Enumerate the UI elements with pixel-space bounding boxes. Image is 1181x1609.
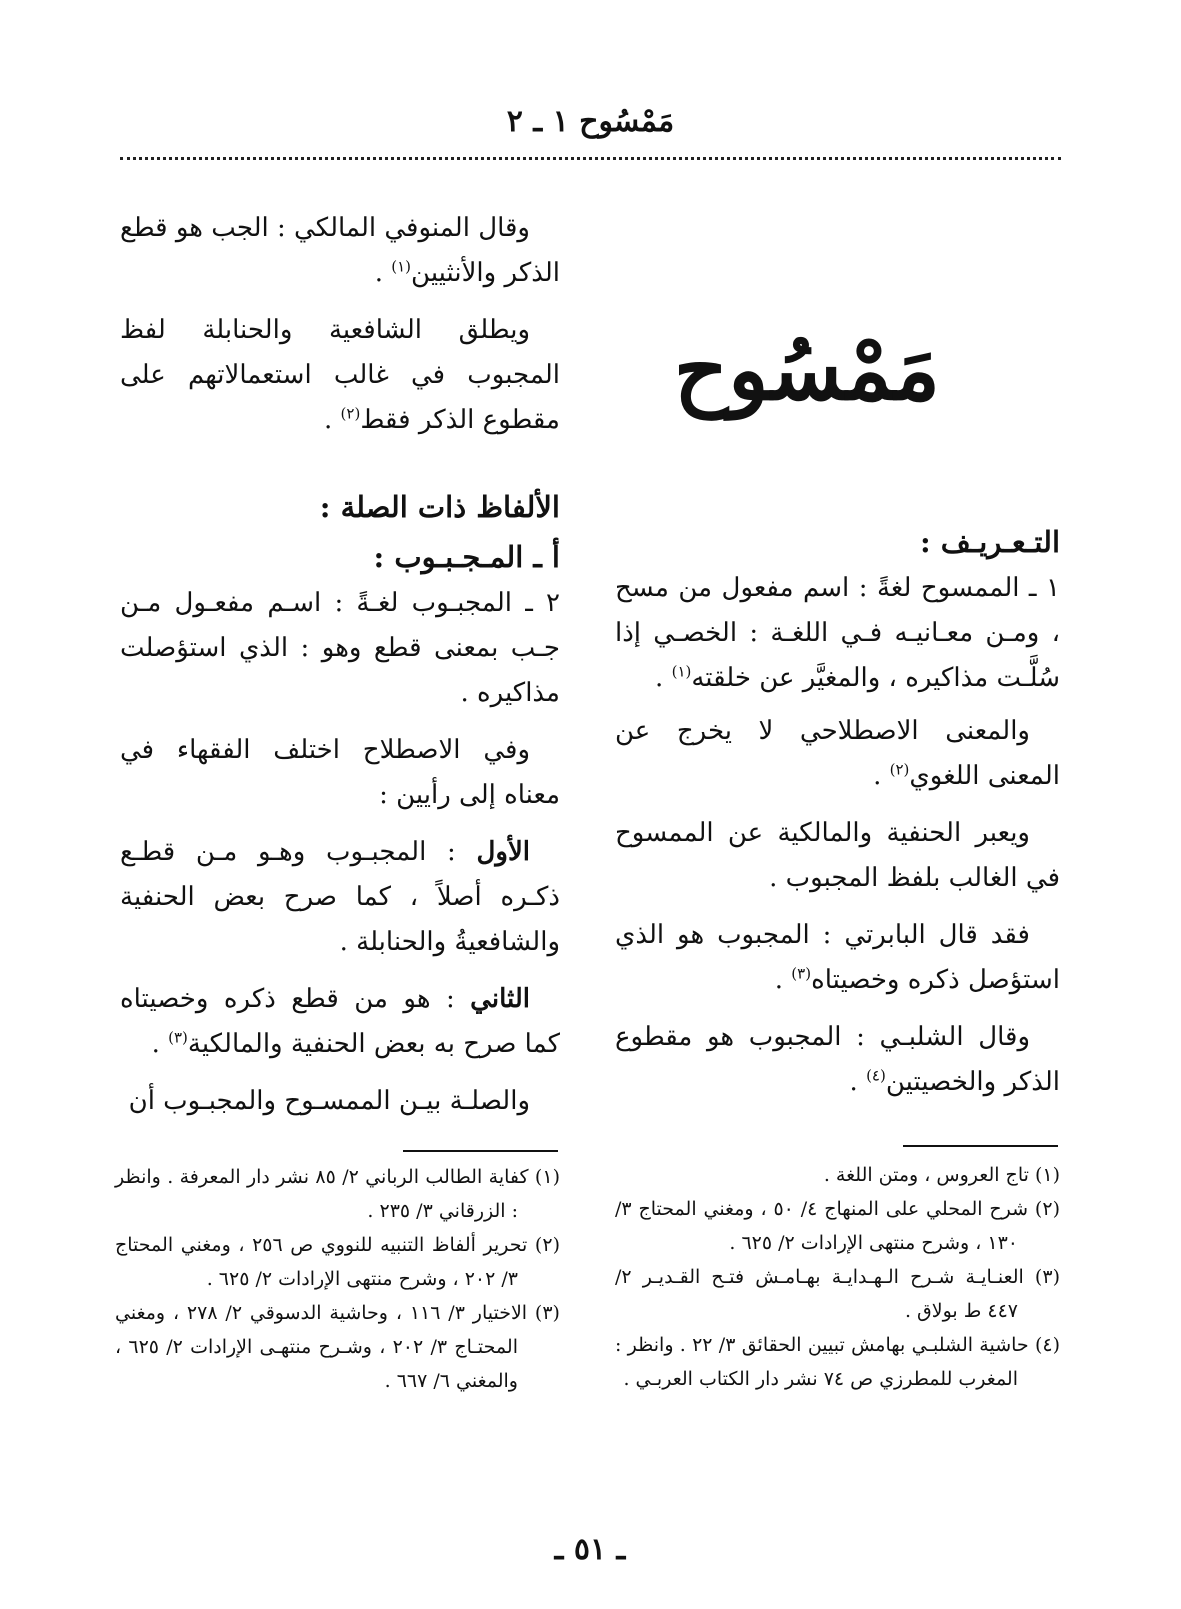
footnote-ref: (١): [671, 662, 692, 681]
right-paragraph-5: وقال الشلبـي : المجبوب هو مقطوع الذكر والخصيتين$^{(٤)}$ .: [615, 1022, 1060, 1097]
right-paragraph-4: فقد قال البابرتي : المجبوب هو الذي استؤصل ذكره وخصيتاه$^{(٣)}$ .: [615, 920, 1060, 995]
footnotes-left: [115, 1160, 560, 1398]
running-header: مَمْسُوح ١ ـ ٢: [506, 104, 675, 139]
footnote-ref: (١): [391, 257, 412, 276]
footnote-ref: (٣): [168, 1028, 188, 1047]
right-column: [615, 518, 1060, 1105]
definition-heading: التـعـريـف :: [919, 525, 1060, 559]
footnote-item: (١) كفاية الطالب الرباني ٢/ ٨٥ نشر دار المعرفة . وانظر : الزرقاني ٣/ ٢٣٥ .: [115, 1166, 560, 1222]
footnote-ref: (٣): [791, 964, 812, 983]
related-terms-heading: الألفاظ ذات الصلة :: [319, 490, 560, 524]
page-number: ـ ٥١ ـ: [554, 1532, 626, 1567]
opinion-label-second: الثاني: [470, 984, 530, 1014]
right-paragraph-1: ١ ـ الممسوح لغةً : اسم مفعول من مسح ، ومـن معـانيـه فـي اللغـة : الخصـي إذا سُلَّـت مذاكيره ، والمغيَّر عن خلقته$^{(١)}$ .: [615, 573, 1060, 693]
footnote-item: (٤) حاشية الشلبـي بهامش تبيين الحقائق ٣/ ٢٢ . وانظر : المغرب للمطرزي ص ٧٤ نشر دار الكتاب العربـي .: [615, 1334, 1060, 1390]
footnote-item: (١) تاج العروس ، ومتن اللغة .: [823, 1164, 1060, 1186]
header-dotted-rule: [120, 157, 1061, 160]
right-paragraph-2: والمعنى الاصطلاحي لا يخرج عن المعنى اللغوي$^{(٢)}$ .: [615, 716, 1060, 791]
left-paragraph-3: ٢ ـ المجبـوب لغـةً : اسـم مفعـول مـن جـب بمعنى قطع وهو : الذي استؤصلت مذاكيره .: [120, 588, 560, 708]
left-paragraph-2: ويطلق الشافعية والحنابلة لفظ المجبوب في غالب استعمالاتهم على مقطوع الذكر فقط$^{(٢)}$ .: [120, 315, 560, 435]
opinion-label-first: الأول: [476, 837, 531, 867]
left-column: [120, 206, 560, 1124]
footnote-item: (٣) الاختيار ٣/ ١١٦ ، وحاشية الدسوقي ٢/ ٢٧٨ ، ومغني المحتـاج ٣/ ٢٠٢ ، وشـرح منتهـى الإرادات ٢/ ٦٢٥ ، والمغني ٦/ ٦٦٧ .: [115, 1302, 560, 1392]
left-paragraph-4: وفي الاصطلاح اختلف الفقهاء في معناه إلى رأيين :: [120, 735, 560, 810]
footnote-ref: (٤): [866, 1066, 886, 1085]
left-paragraph-6: الثاني : هو من قطع ذكره وخصيتاه كما صرح به بعض الحنفية والمالكية$^{(٣)}$ .: [120, 984, 560, 1059]
footnote-rule-right: [903, 1145, 1058, 1147]
left-paragraph-1: وقال المنوفي المالكي : الجب هو قطع الذكر والأنثيين$^{(١)}$ .: [120, 213, 560, 288]
footnote-ref: (٢): [889, 760, 910, 779]
sub-heading-majboob: أ ـ المـجـبـوب :: [373, 540, 560, 574]
entry-title: مَمْسُوح: [673, 320, 940, 419]
footnote-rule-left: [403, 1150, 558, 1152]
right-paragraph-3: ويعبر الحنفية والمالكية عن الممسوح في الغالب بلفظ المجبوب .: [615, 818, 1060, 893]
footnote-ref: (٢): [340, 404, 361, 423]
left-paragraph-7: والصلـة بيـن الممسـوح والمجبـوب أن: [128, 1086, 530, 1116]
footnote-item: (٢) شرح المحلي على المنهاج ٤/ ٥٠ ، ومغني المحتاج ٣/ ١٣٠ ، وشرح منتهى الإرادات ٢/ ٦٢٥ .: [615, 1198, 1060, 1254]
footnote-item: (٢) تحرير ألفاظ التنبيه للنووي ص ٢٥٦ ، ومغني المحتاج ٣/ ٢٠٢ ، وشرح منتهى الإرادات ٢/ ٦٢٥ .: [115, 1234, 560, 1290]
footnote-item: (٣) العنـايـة شـرح الـهـدايـة بهـامـش فتـح القـديـر ٢/ ٤٤٧ ط بولاق .: [615, 1266, 1060, 1322]
footnotes-right: [615, 1158, 1060, 1396]
left-paragraph-5: الأول : المجبـوب وهـو مـن قطـع ذكـره أصلاً ، كما صرح بعض الحنفية والشافعيةُ والحنابلة .: [120, 837, 560, 957]
